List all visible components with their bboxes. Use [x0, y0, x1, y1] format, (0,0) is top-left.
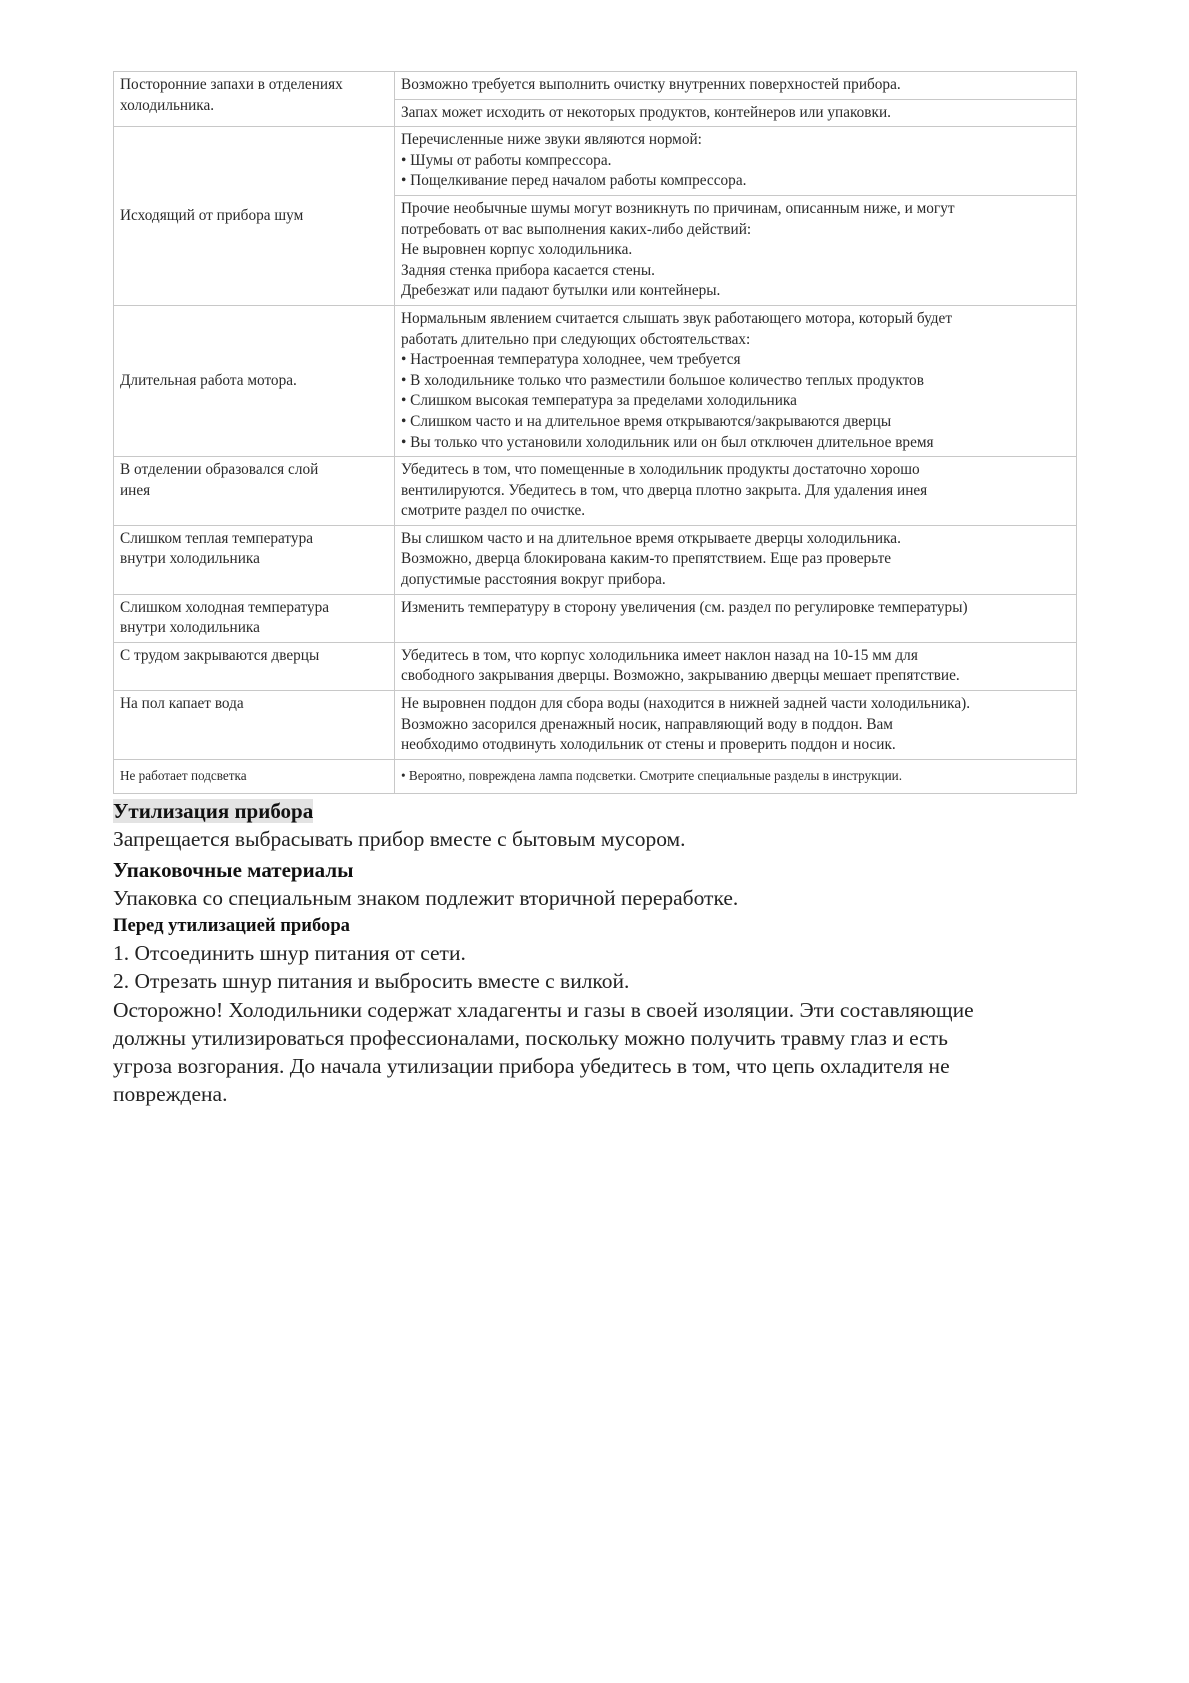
problem-text: Слишком холодная температура — [120, 598, 330, 616]
before-disposal-heading: Перед утилизацией прибора — [113, 914, 350, 936]
solution-text: работать длительно при следующих обстоятельствах: — [401, 330, 751, 348]
problem-cell — [114, 72, 395, 127]
solution-text: • Слишком высокая температура за пределами холодильника — [401, 392, 797, 410]
table-row — [114, 305, 1077, 456]
warning-line: угроза возгорания. До начала утилизации прибора убедитесь в том, что цепь охладителя не — [113, 1053, 950, 1078]
solution-cell — [395, 594, 1077, 642]
table-row — [114, 594, 1077, 642]
solution-text: потребовать от вас выполнения каких-либо действий: — [401, 220, 752, 238]
problem-text: Длительная работа мотора. — [120, 371, 297, 389]
problem-text: С трудом закрываются дверцы — [120, 646, 320, 664]
solution-text: Возможно требуется выполнить очистку внутренних поверхностей прибора. — [401, 76, 901, 93]
problem-cell — [114, 642, 395, 690]
solution-text: • Настроенная температура холоднее, чем требуется — [401, 351, 741, 369]
table-row — [114, 642, 1077, 690]
problem-cell — [114, 457, 395, 526]
solution-text: смотрите раздел по очистке. — [401, 502, 586, 520]
solution-text: • Вероятно, повреждена лампа подсветки. Смотрите специальные разделы в инструкции. — [401, 767, 903, 783]
problem-text: Посторонние запахи в отделениях — [120, 76, 343, 93]
disposal-heading-text: Утилизация прибора — [113, 798, 314, 823]
warning-line: повреждена. — [113, 1081, 228, 1106]
problem-cell — [114, 525, 395, 594]
warning-paragraph — [113, 996, 1077, 1108]
packaging-text: Упаковка со специальным знаком подлежит вторичной переработке. — [113, 885, 739, 910]
problem-text: Не работает подсветка — [120, 767, 247, 783]
solution-cell — [395, 99, 1077, 127]
problem-cell — [114, 691, 395, 760]
solution-text: Изменить температуру в сторону увеличения (см. раздел по регулировке температуры) — [401, 598, 968, 616]
table-row — [114, 525, 1077, 594]
solution-cell — [395, 759, 1077, 793]
warning-line: Осторожно! Холодильники содержат хладагенты и газы в своей изоляции. Эти составляющие — [113, 997, 974, 1022]
solution-cell — [395, 127, 1077, 196]
disposal-step: 2. Отрезать шнур питания и выбросить вместе с вилкой. — [113, 969, 630, 994]
table-row — [114, 127, 1077, 196]
solution-cell — [395, 195, 1077, 305]
problem-cell — [114, 594, 395, 642]
troubleshooting-table — [113, 71, 1077, 794]
solution-text: вентилируются. Убедитесь в том, что дверца плотно закрыта. Для удаления инея — [401, 481, 928, 499]
problem-cell — [114, 305, 395, 456]
solution-text: Перечисленные ниже звуки являются нормой: — [401, 131, 702, 149]
solution-text: допустимые расстояния вокруг прибора. — [401, 571, 666, 589]
solution-cell — [395, 72, 1077, 100]
solution-text: Убедитесь в том, что корпус холодильника имеет наклон назад на 10-15 мм для — [401, 646, 918, 664]
problem-text: На пол капает вода — [120, 695, 244, 713]
solution-cell — [395, 525, 1077, 594]
solution-text: Возможно засорился дренажный носик, направляющий воду в поддон. Вам — [401, 715, 893, 733]
solution-text: Запах может исходить от некоторых продуктов, контейнеров или упаковки. — [401, 103, 891, 121]
table-row — [114, 72, 1077, 100]
solution-text: • Шумы от работы компрессора. — [401, 151, 612, 169]
solution-text: свободного закрывания дверцы. Возможно, закрыванию дверцы мешает препятствие. — [401, 667, 960, 685]
problem-text: холодильника. — [120, 96, 215, 114]
problem-text: внутри холодильника — [120, 550, 260, 568]
solution-text: • Вы только что установили холодильник или он был отключен длительное время — [401, 433, 934, 451]
problem-text: В отделении образовался слой — [120, 461, 319, 479]
problem-text: Исходящий от прибора шум — [120, 206, 304, 224]
solution-text: • Пощелкивание перед началом работы компрессора. — [401, 172, 747, 190]
solution-text: Не выровнен поддон для сбора воды (находится в нижней задней части холодильника). — [401, 695, 971, 713]
solution-text: • В холодильнике только что разместили большое количество теплых продуктов — [401, 371, 924, 389]
solution-cell — [395, 642, 1077, 690]
table-row — [114, 457, 1077, 526]
solution-text: Прочие необычные шумы могут возникнуть по причинам, описанным ниже, и могут — [401, 199, 955, 217]
solution-text: Вы слишком часто и на длительное время открываете дверцы холодильника. — [401, 529, 901, 547]
disposal-text: Запрещается выбрасывать прибор вместе с бытовым мусором. — [113, 826, 686, 851]
table-row — [114, 691, 1077, 760]
solution-cell — [395, 305, 1077, 456]
problem-cell — [114, 759, 395, 793]
problem-text: инея — [120, 481, 151, 499]
solution-cell — [395, 691, 1077, 760]
solution-text: • Слишком часто и на длительное время открываются/закрываются дверцы — [401, 412, 892, 430]
document-page — [113, 71, 1077, 1108]
problem-text: внутри холодильника — [120, 619, 260, 637]
solution-text: Не выровнен корпус холодильника. — [401, 241, 633, 259]
solution-text: Дребезжат или падают бутылки или контейнеры. — [401, 282, 721, 300]
solution-text: Возможно, дверца блокирована каким-то препятствием. Еще раз проверьте — [401, 550, 892, 568]
problem-cell — [114, 127, 395, 306]
disposal-heading — [113, 798, 1077, 825]
solution-text: необходимо отодвинуть холодильник от стены и проверить поддон и носик. — [401, 736, 896, 754]
packaging-heading: Упаковочные материалы — [113, 857, 354, 882]
solution-text: Убедитесь в том, что помещенные в холодильник продукты достаточно хорошо — [401, 461, 920, 479]
problem-text: Слишком теплая температура — [120, 529, 314, 547]
solution-cell — [395, 457, 1077, 526]
table-row — [114, 759, 1077, 793]
solution-text: Задняя стенка прибора касается стены. — [401, 261, 655, 279]
warning-line: должны утилизироваться профессионалами, поскольку можно получить травму глаз и есть — [113, 1025, 948, 1050]
solution-text: Нормальным явлением считается слышать звук работающего мотора, который будет — [401, 309, 953, 327]
disposal-step: 1. Отсоединить шнур питания от сети. — [113, 940, 466, 965]
